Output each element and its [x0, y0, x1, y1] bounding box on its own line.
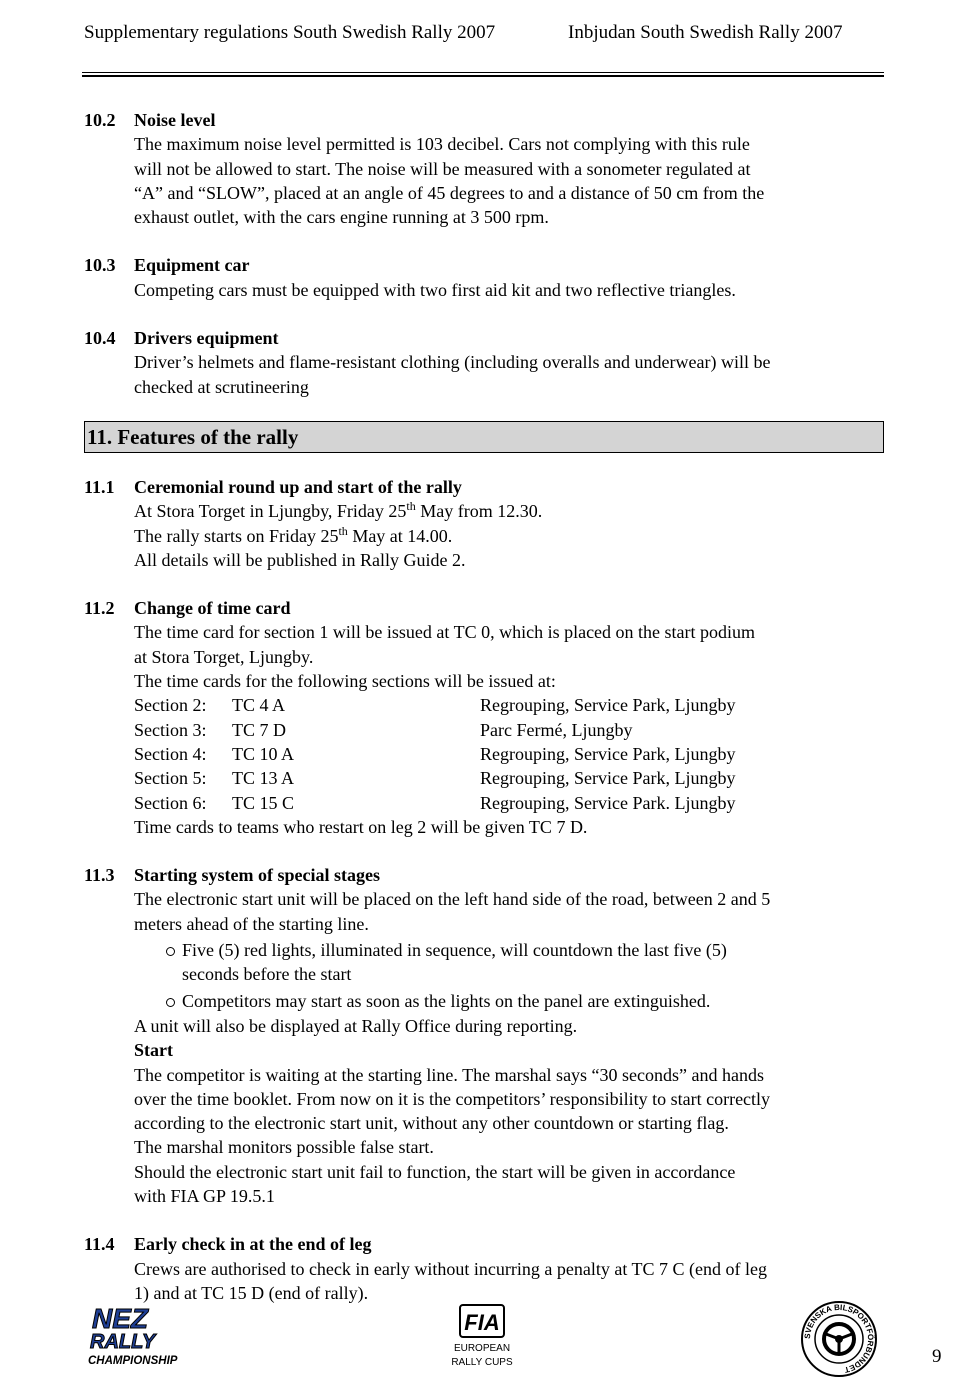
document-body [84, 108, 884, 1329]
subheading-start: Start [134, 1040, 173, 1061]
bullet-circle-icon [166, 947, 175, 956]
row-time-control: TC 4 A [232, 695, 286, 716]
section-title: Change of time card [134, 598, 291, 619]
text-run: May from 12.30. [415, 501, 543, 522]
row-time-control: TC 13 A [232, 768, 295, 789]
page-number: 9 [932, 1346, 942, 1367]
row-place: Regrouping, Service Park, Ljungby [480, 743, 736, 764]
text-run: May at 14.00. [347, 525, 453, 546]
section-10-3 [84, 253, 884, 302]
list-item [134, 989, 884, 1013]
nez-logo-word: CHAMPIONSHIP [88, 1355, 178, 1367]
nez-logo-word: RALLY [90, 1331, 156, 1353]
paragraph-line: Time cards to teams who restart on leg 2 will be given TC 7 D. [134, 816, 588, 837]
bullet-circle-icon [166, 998, 175, 1007]
paragraph-line: at Stora Torget, Ljungby. [134, 646, 314, 667]
bullet-text: Five (5) red lights, illuminated in sequence, will countdown the last five (5) [182, 940, 727, 961]
section-11-3 [84, 863, 884, 1208]
paragraph-line: A unit will also be displayed at Rally Office during reporting. [134, 1015, 578, 1036]
row-place: Regrouping, Service Park, Ljungby [480, 768, 736, 789]
fia-logo-word: FIA [464, 1310, 500, 1335]
paragraph-line: will not be allowed to start. The noise will be measured with a sonometer regulated at [134, 158, 751, 179]
header-title-english: Supplementary regulations South Swedish Rally 2007 [84, 22, 496, 43]
section-11-2 [84, 596, 884, 839]
ordinal-suffix: th [406, 499, 416, 514]
paragraph-line: The electronic start unit will be placed on the left hand side of the road, between 2 and 5 [134, 889, 771, 910]
row-time-control: TC 15 C [232, 792, 295, 813]
ordinal-suffix: th [338, 523, 348, 538]
bullet-text: seconds before the start [182, 964, 352, 985]
paragraph-line: “A” and “SLOW”, placed at an angle of 45 degrees to and a distance of 50 cm from the [134, 182, 765, 203]
list-item [134, 938, 884, 987]
text-run: The rally starts on Friday 25 [134, 525, 339, 546]
header-title-swedish: Inbjudan South Swedish Rally 2007 [568, 22, 843, 43]
row-place: Parc Fermé, Ljungby [480, 719, 633, 740]
paragraph-line: All details will be published in Rally Guide 2. [134, 549, 466, 570]
paragraph-line: over the time booklet. From now on it is the competitors’ responsibility to start correctly [134, 1088, 771, 1109]
section-number: 10.3 [84, 255, 116, 276]
paragraph-line: Driver’s helmets and flame-resistant clothing (including overalls and underwear) will be [134, 352, 771, 373]
paragraph-line: The marshal monitors possible false start. [134, 1137, 434, 1158]
section-11-1 [84, 475, 884, 572]
time-card-row [134, 718, 884, 742]
svenska-bilsportforbundet-seal-logo [800, 1300, 878, 1378]
paragraph-line: exhaust outlet, with the cars engine running at 3 500 rpm. [134, 207, 549, 228]
text-run: At Stora Torget in Ljungby, Friday 25 [134, 501, 407, 522]
header-rule-thin [82, 72, 884, 73]
seal-ring-text: SVENSKA BILSPORTFÖRBUNDET [802, 1302, 876, 1375]
section-number: 11.4 [84, 1234, 115, 1255]
time-card-row [134, 693, 884, 717]
paragraph-line: The maximum noise level permitted is 103 decibel. Cars not complying with this rule [134, 134, 750, 155]
paragraph-line: Crews are authorised to check in early without incurring a penalty at TC 7 C (end of leg [134, 1258, 767, 1279]
paragraph-line: checked at scrutineering [134, 376, 309, 397]
paragraph-line: meters ahead of the starting line. [134, 913, 369, 934]
nez-rally-championship-logo [86, 1304, 198, 1370]
fia-logo-word: RALLY CUPS [451, 1357, 513, 1368]
fia-european-rally-cups-logo [446, 1303, 518, 1371]
section-title: Ceremonial round up and start of the rally [134, 476, 462, 497]
section-title: Early check in at the end of leg [134, 1234, 372, 1255]
paragraph-line: 1) and at TC 15 D (end of rally). [134, 1282, 369, 1303]
section-title: Equipment car [134, 255, 250, 276]
row-section: Section 2: [134, 695, 207, 716]
paragraph-line: with FIA GP 19.5.1 [134, 1185, 275, 1206]
row-place: Regrouping, Service Park, Ljungby [480, 695, 736, 716]
section-number: 11.2 [84, 598, 115, 619]
paragraph-line [134, 524, 884, 548]
time-card-row [134, 791, 884, 815]
nez-logo-word: NEZ [92, 1304, 148, 1334]
row-time-control: TC 7 D [232, 719, 286, 740]
paragraph-line: The competitor is waiting at the starting line. The marshal says “30 seconds” and hands [134, 1064, 765, 1085]
row-time-control: TC 10 A [232, 743, 295, 764]
time-card-row [134, 742, 884, 766]
section-10-2 [84, 108, 884, 229]
paragraph-line: according to the electronic start unit, without any other countdown or starting flag. [134, 1113, 729, 1134]
section-10-4 [84, 326, 884, 399]
paragraph-line: Competing cars must be equipped with two first aid kit and two reflective triangles. [134, 279, 736, 300]
section-11-4 [84, 1232, 884, 1305]
time-card-row [134, 766, 884, 790]
row-section: Section 3: [134, 719, 207, 740]
paragraph-line: The time cards for the following sections will be issued at: [134, 671, 556, 692]
header-rule-thick [82, 75, 884, 77]
paragraph-line: The time card for section 1 will be issued at TC 0, which is placed on the start podium [134, 622, 756, 643]
fia-logo-word: EUROPEAN [453, 1343, 511, 1354]
section-title: Noise level [134, 110, 216, 130]
bullet-text: Competitors may start as soon as the lights on the panel are extinguished. [182, 990, 711, 1011]
paragraph-line [134, 499, 884, 523]
row-place: Regrouping, Service Park. Ljungby [480, 792, 736, 813]
row-section: Section 6: [134, 792, 207, 813]
chapter-heading-bar: 11. Features of the rally [84, 421, 884, 453]
bullet-list [134, 938, 884, 1013]
section-number: 11.1 [84, 476, 115, 497]
section-number: 10.4 [84, 328, 116, 349]
paragraph-line: Should the electronic start unit fail to function, the start will be given in accordance [134, 1161, 736, 1182]
section-number: 11.3 [84, 865, 115, 886]
section-title: Drivers equipment [134, 328, 279, 349]
section-number: 10.2 [84, 110, 116, 130]
row-section: Section 5: [134, 768, 207, 789]
row-section: Section 4: [134, 743, 207, 764]
section-title: Starting system of special stages [134, 865, 380, 886]
